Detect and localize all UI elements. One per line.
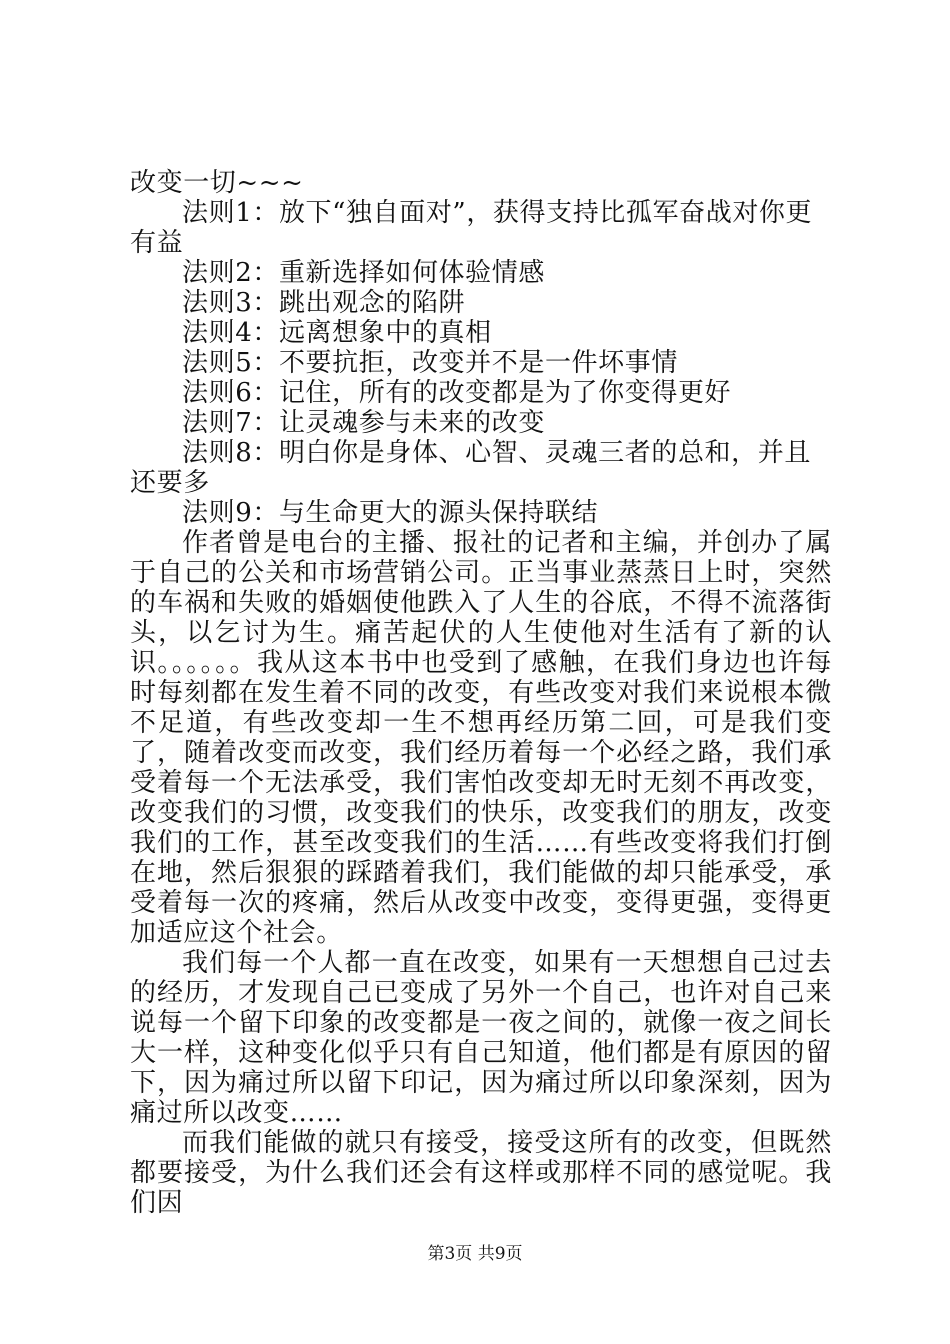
rule-7: 法则7：让灵魂参与未来的改变 xyxy=(182,408,545,438)
page-number-footer: 第3页 共9页 xyxy=(427,1244,523,1264)
body-paragraph: 我们每一个人都一直在改变，如果有一天想想自己过去的经历，才发现自己已变成了另外一个自己，也许对自己来说每一个留下印象的改变都是一夜之间的，就像一夜之间长大一样，这种变化似乎只有自己知道，他们都是有原因的留下，因为痛过所以留下印记，因为痛过所以印象深刻，因为痛过所以改变…… xyxy=(130,948,832,1128)
body-paragraph: 而我们能做的就只有接受，接受这所有的改变，但既然都要接受，为什么我们还会有这样或那样不同的感觉呢。我们因 xyxy=(130,1128,832,1218)
rule-9: 法则9：与生命更大的源头保持联结 xyxy=(182,498,599,528)
document-body xyxy=(130,168,832,1218)
rule-3: 法则3：跳出观念的陷阱 xyxy=(182,288,466,318)
rule-5: 法则5：不要抗拒，改变并不是一件坏事情 xyxy=(182,348,678,378)
rule-6: 法则6：记住，所有的改变都是为了你变得更好 xyxy=(182,378,732,408)
rule-1: 法则1：放下“独自面对”，获得支持比孤军奋战对你更有益 xyxy=(130,198,813,258)
body-paragraph: 作者曾是电台的主播、报社的记者和主编，并创办了属于自己的公关和市场营销公司。正当事业蒸蒸日上时，突然的车祸和失败的婚姻使他跌入了人生的谷底，不得不流落街头，以乞讨为生。痛苦起伏的人生使他对生活有了新的认识。。。。。。我从这本书中也受到了感触，在我们身边也许每时每刻都在发生着不同的改变，有些改变对我们来说根本微不足道，有些改变却一生不想再经历第二回，可是我们变了，随着改变而改变，我们经历着每一个必经之路，我们承受着每一个无法承受，我们害怕改变却无时无刻不再改变，改变我们的习惯，改变我们的快乐，改变我们的朋友，改变我们的工作，甚至改变我们的生活……有些改变将我们打倒在地，然后狠狠的踩踏着我们，我们能做的却只能承受，承受着每一次的疼痛，然后从改变中改变，变得更强，变得更加适应这个社会。 xyxy=(130,528,832,948)
heading-line: 改变一切~~~ xyxy=(130,168,304,198)
rule-8: 法则8：明白你是身体、心智、灵魂三者的总和，并且还要多 xyxy=(130,438,811,498)
rule-2: 法则2：重新选择如何体验情感 xyxy=(182,258,545,288)
rule-4: 法则4：远离想象中的真相 xyxy=(182,318,492,348)
